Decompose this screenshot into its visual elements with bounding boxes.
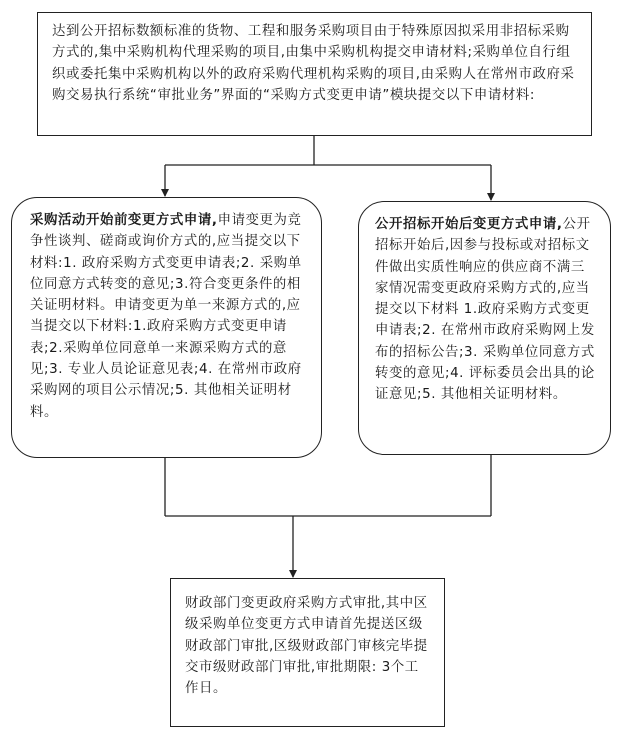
initial-application-box (37, 12, 592, 136)
finance-approval-text: 财政部门变更政府采购方式审批,其中区级采购单位变更方式申请首先提送区级财政部门审批,区级财政部门审核完毕提交市级财政部门审批,审批期限: 3个工作日。 (185, 596, 428, 697)
pre-procurement-change-body: 申请变更为竞争性谈判、磋商或询价方式的,应当提交以下材料:1. 政府采购方式变更申请表;2. 采购单位同意方式转变的意见;3.符合变更条件的相关证明材料。申请变更为单一来源方式的,应当提交以下材料:1.政府采购方式变更申请表;2.采购单位同意单一来源采购方式的意见;3. 专业人员论证意见表;4. 在常州市政府采购网的项目公示情况;5. 其他相关证明材料。 (30, 213, 302, 420)
finance-approval-box (170, 578, 445, 727)
merge-connector (165, 455, 491, 577)
pre-procurement-change-box (11, 197, 322, 458)
post-tender-change-body: 公开招标开始后,因参与投标或对招标文件做出实质性响应的供应商不满三家情况需变更政府采购方式的,应当提交以下材料 1.政府采购方式变更申请表;2. 在常州市政府采购网上发布的招标公告;3. 采购单位同意方式转变的意见;4. 评标委员会出具的论证意见;5. 其他相关证明材料。 (375, 217, 595, 403)
split-connector (165, 136, 491, 200)
post-tender-change-box (358, 201, 611, 455)
pre-procurement-change-title: 采购活动开始前变更方式申请, (30, 213, 218, 228)
post-tender-change-title: 公开招标开始后变更方式申请, (375, 217, 563, 232)
initial-application-text: 达到公开招标数额标准的货物、工程和服务采购项目由于特殊原因拟采用非招标采购方式的,集中采购机构代理采购的项目,由集中采购机构提交申请材料;采购单位自行组织或委托集中采购机构以外的政府采购代理机构采购的项目,由采购人在常州市政府采购交易执行系统“审批业务”界面的“采购方式变更申请”模块提交以下申请材料: (52, 24, 575, 103)
